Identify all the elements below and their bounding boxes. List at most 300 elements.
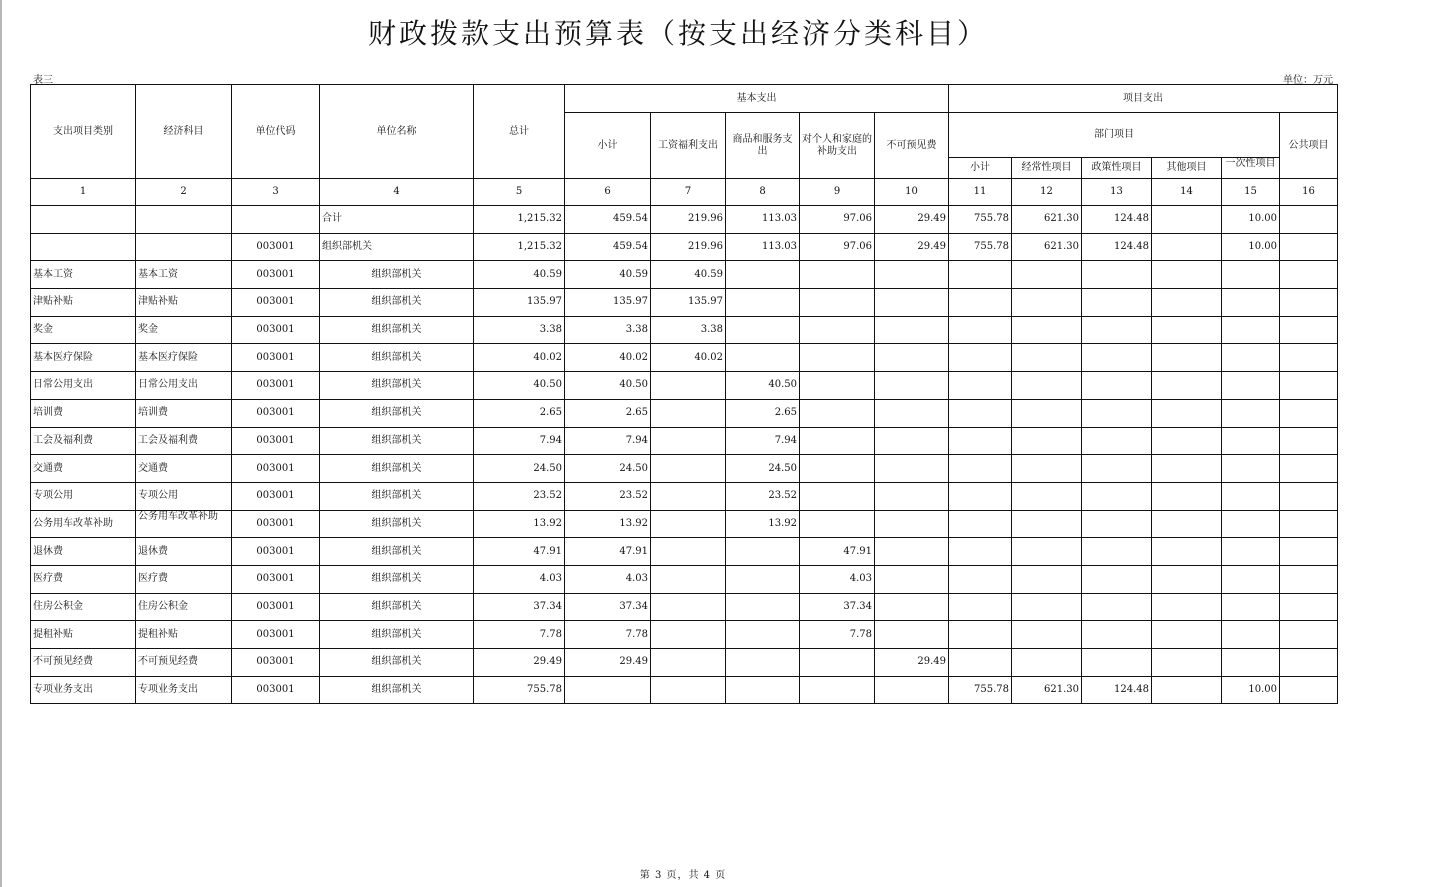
table-header bbox=[31, 85, 1338, 206]
table-cell bbox=[1152, 344, 1222, 372]
table-cell bbox=[1082, 565, 1152, 593]
table-cell: 3.38 bbox=[474, 316, 565, 344]
table-row bbox=[31, 482, 1338, 510]
header-dept-subtotal: 小计 bbox=[949, 158, 1012, 179]
table-cell bbox=[1280, 399, 1338, 427]
table-cell bbox=[1280, 676, 1338, 704]
page-number: 第 3 页，共 4 页 bbox=[639, 870, 727, 881]
table-cell bbox=[800, 399, 875, 427]
table-cell: 40.59 bbox=[565, 261, 651, 289]
table-cell bbox=[1082, 316, 1152, 344]
table-cell bbox=[726, 316, 800, 344]
table-cell: 基本工资 bbox=[136, 261, 232, 289]
table-cell bbox=[565, 676, 651, 704]
table-cell: 组织部机关 bbox=[320, 372, 474, 400]
table-cell bbox=[800, 289, 875, 317]
table-cell: 交通费 bbox=[31, 455, 136, 483]
table-cell: 津贴补贴 bbox=[136, 289, 232, 317]
table-cell: 003001 bbox=[232, 455, 320, 483]
table-cell: 不可预见经费 bbox=[31, 649, 136, 677]
table-cell bbox=[651, 676, 726, 704]
table-cell bbox=[949, 455, 1012, 483]
table-cell bbox=[1012, 482, 1082, 510]
table-cell: 621.30 bbox=[1012, 233, 1082, 261]
table-cell: 459.54 bbox=[565, 206, 651, 234]
header-dept-projects: 部门项目 bbox=[949, 113, 1280, 158]
table-cell: 003001 bbox=[232, 482, 320, 510]
table-cell bbox=[800, 261, 875, 289]
table-cell bbox=[800, 482, 875, 510]
table-cell bbox=[1152, 455, 1222, 483]
table-cell bbox=[1280, 206, 1338, 234]
table-row bbox=[31, 621, 1338, 649]
table-cell bbox=[1222, 261, 1280, 289]
table-cell: 退休费 bbox=[31, 538, 136, 566]
table-cell: 219.96 bbox=[651, 233, 726, 261]
table-cell: 7.78 bbox=[474, 621, 565, 649]
column-index-cell: 14 bbox=[1152, 179, 1222, 206]
table-cell bbox=[1082, 649, 1152, 677]
table-cell: 4.03 bbox=[565, 565, 651, 593]
table-cell: 专项公用 bbox=[31, 482, 136, 510]
table-cell bbox=[1222, 399, 1280, 427]
column-index-cell: 10 bbox=[875, 179, 949, 206]
table-cell bbox=[800, 455, 875, 483]
table-cell: 003001 bbox=[232, 399, 320, 427]
table-cell bbox=[1012, 455, 1082, 483]
table-cell: 10.00 bbox=[1222, 206, 1280, 234]
table-cell: 10.00 bbox=[1222, 676, 1280, 704]
table-body bbox=[31, 206, 1338, 704]
table-cell: 124.48 bbox=[1082, 233, 1152, 261]
table-cell bbox=[1152, 399, 1222, 427]
page-left-border bbox=[0, 0, 2, 887]
table-cell bbox=[1222, 344, 1280, 372]
column-index-cell: 1 bbox=[31, 179, 136, 206]
header-personal-subsidy: 对个人和家庭的补助支出 bbox=[800, 113, 875, 179]
table-row bbox=[31, 538, 1338, 566]
column-index-cell: 15 bbox=[1222, 179, 1280, 206]
table-cell: 755.78 bbox=[474, 676, 565, 704]
table-cell bbox=[800, 372, 875, 400]
table-cell bbox=[949, 316, 1012, 344]
table-cell bbox=[651, 510, 726, 538]
table-cell: 组织部机关 bbox=[320, 565, 474, 593]
table-cell bbox=[1082, 372, 1152, 400]
table-cell bbox=[949, 621, 1012, 649]
table-cell bbox=[1152, 676, 1222, 704]
table-cell: 40.02 bbox=[474, 344, 565, 372]
table-cell bbox=[1152, 316, 1222, 344]
table-cell bbox=[1012, 621, 1082, 649]
table-cell bbox=[949, 510, 1012, 538]
table-cell bbox=[1152, 289, 1222, 317]
table-cell bbox=[1082, 261, 1152, 289]
table-cell bbox=[949, 289, 1012, 317]
table-cell bbox=[1280, 427, 1338, 455]
table-cell bbox=[875, 482, 949, 510]
table-cell: 23.52 bbox=[565, 482, 651, 510]
table-cell bbox=[1280, 344, 1338, 372]
column-index-cell: 8 bbox=[726, 179, 800, 206]
table-cell bbox=[800, 427, 875, 455]
table-cell bbox=[726, 565, 800, 593]
table-cell bbox=[1012, 316, 1082, 344]
table-cell bbox=[1012, 289, 1082, 317]
table-cell: 组织部机关 bbox=[320, 289, 474, 317]
table-cell bbox=[1152, 482, 1222, 510]
table-cell bbox=[1222, 455, 1280, 483]
table-cell: 工会及福利费 bbox=[31, 427, 136, 455]
table-cell: 公务用车改革补助 bbox=[31, 510, 136, 538]
table-row bbox=[31, 565, 1338, 593]
table-cell bbox=[949, 372, 1012, 400]
table-cell: 29.49 bbox=[474, 649, 565, 677]
table-row bbox=[31, 289, 1338, 317]
table-cell bbox=[651, 538, 726, 566]
table-cell: 003001 bbox=[232, 621, 320, 649]
table-cell bbox=[1222, 621, 1280, 649]
table-cell: 40.02 bbox=[565, 344, 651, 372]
column-index-cell: 13 bbox=[1082, 179, 1152, 206]
table-cell bbox=[136, 233, 232, 261]
header-econ-subject: 经济科目 bbox=[136, 85, 232, 179]
header-basic-expenditure: 基本支出 bbox=[565, 85, 949, 113]
table-cell bbox=[1012, 510, 1082, 538]
table-cell: 23.52 bbox=[474, 482, 565, 510]
header-regular-projects: 经常性项目 bbox=[1012, 158, 1082, 179]
table-cell: 003001 bbox=[232, 261, 320, 289]
table-cell bbox=[651, 565, 726, 593]
table-cell bbox=[1222, 649, 1280, 677]
table-cell bbox=[949, 427, 1012, 455]
table-cell: 003001 bbox=[232, 427, 320, 455]
table-row bbox=[31, 233, 1338, 261]
table-cell: 组织部机关 bbox=[320, 427, 474, 455]
table-row bbox=[31, 344, 1338, 372]
table-cell bbox=[1082, 593, 1152, 621]
table-cell bbox=[651, 593, 726, 621]
table-cell bbox=[875, 261, 949, 289]
table-cell: 7.94 bbox=[474, 427, 565, 455]
table-cell bbox=[1280, 593, 1338, 621]
table-cell bbox=[1280, 455, 1338, 483]
table-cell bbox=[1012, 344, 1082, 372]
table-row bbox=[31, 261, 1338, 289]
table-cell bbox=[1280, 289, 1338, 317]
table-cell: 住房公积金 bbox=[136, 593, 232, 621]
table-cell: 奖金 bbox=[31, 316, 136, 344]
table-row bbox=[31, 455, 1338, 483]
table-cell bbox=[800, 344, 875, 372]
table-cell: 003001 bbox=[232, 649, 320, 677]
table-cell: 003001 bbox=[232, 565, 320, 593]
table-cell bbox=[1152, 510, 1222, 538]
table-cell: 医疗费 bbox=[31, 565, 136, 593]
header-public-projects: 公共项目 bbox=[1280, 113, 1338, 179]
table-cell: 4.03 bbox=[474, 565, 565, 593]
document-title: 财政拨款支出预算表（按支出经济分类科目） bbox=[367, 17, 988, 50]
table-cell bbox=[1222, 289, 1280, 317]
table-row bbox=[31, 316, 1338, 344]
table-cell bbox=[726, 289, 800, 317]
table-cell: 97.06 bbox=[800, 206, 875, 234]
table-cell: 组织部机关 bbox=[320, 233, 474, 261]
table-cell: 29.49 bbox=[875, 649, 949, 677]
table-cell bbox=[875, 372, 949, 400]
column-index-cell: 16 bbox=[1280, 179, 1338, 206]
table-cell: 13.92 bbox=[565, 510, 651, 538]
table-cell: 培训费 bbox=[136, 399, 232, 427]
table-number-label: 表三 bbox=[33, 75, 53, 86]
table-cell bbox=[1280, 482, 1338, 510]
table-cell bbox=[1222, 510, 1280, 538]
table-row bbox=[31, 593, 1338, 621]
table-cell bbox=[949, 538, 1012, 566]
table-cell: 1,215.32 bbox=[474, 206, 565, 234]
table-cell bbox=[1152, 372, 1222, 400]
table-cell: 专项业务支出 bbox=[31, 676, 136, 704]
table-row bbox=[31, 649, 1338, 677]
table-cell: 003001 bbox=[232, 316, 320, 344]
table-cell: 13.92 bbox=[726, 510, 800, 538]
table-cell: 专项业务支出 bbox=[136, 676, 232, 704]
table-cell bbox=[651, 621, 726, 649]
table-cell: 40.02 bbox=[651, 344, 726, 372]
table-cell bbox=[1280, 510, 1338, 538]
table-cell bbox=[949, 261, 1012, 289]
table-cell: 基本工资 bbox=[31, 261, 136, 289]
table-cell bbox=[726, 344, 800, 372]
table-cell: 40.50 bbox=[726, 372, 800, 400]
table-cell: 003001 bbox=[232, 233, 320, 261]
table-cell bbox=[1082, 289, 1152, 317]
header-salary-welfare: 工资福利支出 bbox=[651, 113, 726, 179]
header-policy-projects: 政策性项目 bbox=[1082, 158, 1152, 179]
table-cell: 交通费 bbox=[136, 455, 232, 483]
table-cell: 7.94 bbox=[565, 427, 651, 455]
table-cell: 755.78 bbox=[949, 206, 1012, 234]
table-cell bbox=[1152, 206, 1222, 234]
table-cell bbox=[1012, 649, 1082, 677]
table-cell bbox=[1082, 482, 1152, 510]
table-cell bbox=[1152, 261, 1222, 289]
table-cell bbox=[1280, 372, 1338, 400]
table-cell bbox=[1082, 621, 1152, 649]
table-cell: 47.91 bbox=[565, 538, 651, 566]
header-unit-name: 单位名称 bbox=[320, 85, 474, 179]
table-cell bbox=[1280, 261, 1338, 289]
table-cell: 基本医疗保险 bbox=[31, 344, 136, 372]
table-cell bbox=[651, 399, 726, 427]
table-cell bbox=[1012, 399, 1082, 427]
table-cell bbox=[1152, 538, 1222, 566]
table-cell: 29.49 bbox=[875, 206, 949, 234]
table-cell: 24.50 bbox=[726, 455, 800, 483]
table-cell bbox=[726, 593, 800, 621]
table-cell bbox=[136, 206, 232, 234]
column-index-cell: 5 bbox=[474, 179, 565, 206]
table-cell: 住房公积金 bbox=[31, 593, 136, 621]
column-index-cell: 9 bbox=[800, 179, 875, 206]
table-cell bbox=[875, 427, 949, 455]
table-cell: 津贴补贴 bbox=[31, 289, 136, 317]
table-cell: 135.97 bbox=[565, 289, 651, 317]
table-cell: 219.96 bbox=[651, 206, 726, 234]
table-cell: 003001 bbox=[232, 344, 320, 372]
table-cell: 37.34 bbox=[565, 593, 651, 621]
table-cell: 医疗费 bbox=[136, 565, 232, 593]
table-cell bbox=[1082, 399, 1152, 427]
table-cell bbox=[1222, 316, 1280, 344]
table-cell bbox=[1222, 565, 1280, 593]
table-cell: 29.49 bbox=[875, 233, 949, 261]
table-row bbox=[31, 510, 1338, 538]
table-cell: 37.34 bbox=[800, 593, 875, 621]
table-cell: 113.03 bbox=[726, 206, 800, 234]
table-row bbox=[31, 676, 1338, 704]
table-cell bbox=[1280, 565, 1338, 593]
table-cell bbox=[651, 427, 726, 455]
header-total: 总计 bbox=[474, 85, 565, 179]
budget-table bbox=[30, 84, 1338, 704]
header-onetime-projects: 一次性项目 bbox=[1222, 158, 1280, 179]
table-cell: 003001 bbox=[232, 510, 320, 538]
table-cell: 13.92 bbox=[474, 510, 565, 538]
table-cell: 组织部机关 bbox=[320, 455, 474, 483]
table-cell: 124.48 bbox=[1082, 206, 1152, 234]
column-index-cell: 6 bbox=[565, 179, 651, 206]
table-cell bbox=[1012, 538, 1082, 566]
table-cell bbox=[651, 482, 726, 510]
table-cell bbox=[949, 344, 1012, 372]
table-cell bbox=[1222, 427, 1280, 455]
table-cell bbox=[949, 649, 1012, 677]
table-cell bbox=[232, 206, 320, 234]
table-cell bbox=[1280, 649, 1338, 677]
table-cell bbox=[949, 399, 1012, 427]
table-row bbox=[31, 427, 1338, 455]
table-cell bbox=[1152, 565, 1222, 593]
column-index-cell: 3 bbox=[232, 179, 320, 206]
table-cell bbox=[1082, 455, 1152, 483]
column-index-cell: 12 bbox=[1012, 179, 1082, 206]
table-cell bbox=[726, 538, 800, 566]
table-row bbox=[31, 399, 1338, 427]
table-cell bbox=[726, 649, 800, 677]
table-cell bbox=[875, 593, 949, 621]
table-cell bbox=[31, 206, 136, 234]
table-cell: 2.65 bbox=[565, 399, 651, 427]
table-cell bbox=[949, 482, 1012, 510]
table-cell: 7.94 bbox=[726, 427, 800, 455]
table-cell: 459.54 bbox=[565, 233, 651, 261]
table-cell: 47.91 bbox=[474, 538, 565, 566]
table-cell: 003001 bbox=[232, 289, 320, 317]
table-row bbox=[31, 206, 1338, 234]
header-category: 支出项目类别 bbox=[31, 85, 136, 179]
table-cell: 7.78 bbox=[565, 621, 651, 649]
header-unit-code: 单位代码 bbox=[232, 85, 320, 179]
table-cell: 提租补贴 bbox=[136, 621, 232, 649]
table-cell bbox=[875, 399, 949, 427]
table-cell bbox=[875, 621, 949, 649]
table-cell bbox=[1082, 510, 1152, 538]
table-cell bbox=[1152, 593, 1222, 621]
header-basic-subtotal: 小计 bbox=[565, 113, 651, 179]
table-cell: 003001 bbox=[232, 676, 320, 704]
table-cell bbox=[949, 593, 1012, 621]
table-cell: 003001 bbox=[232, 593, 320, 621]
table-cell bbox=[1222, 482, 1280, 510]
table-cell: 组织部机关 bbox=[320, 676, 474, 704]
table-cell: 40.50 bbox=[474, 372, 565, 400]
table-cell: 提租补贴 bbox=[31, 621, 136, 649]
table-cell: 621.30 bbox=[1012, 676, 1082, 704]
table-cell: 755.78 bbox=[949, 233, 1012, 261]
table-cell: 24.50 bbox=[565, 455, 651, 483]
table-cell bbox=[726, 261, 800, 289]
table-cell: 135.97 bbox=[474, 289, 565, 317]
table-cell: 奖金 bbox=[136, 316, 232, 344]
table-cell: 10.00 bbox=[1222, 233, 1280, 261]
table-cell bbox=[1280, 233, 1338, 261]
table-cell bbox=[1152, 427, 1222, 455]
table-cell: 23.52 bbox=[726, 482, 800, 510]
table-cell bbox=[1152, 621, 1222, 649]
table-cell bbox=[1280, 621, 1338, 649]
table-cell: 40.59 bbox=[651, 261, 726, 289]
table-cell bbox=[800, 510, 875, 538]
table-cell: 40.50 bbox=[565, 372, 651, 400]
table-cell: 不可预见经费 bbox=[136, 649, 232, 677]
table-cell bbox=[1082, 344, 1152, 372]
column-index-cell: 7 bbox=[651, 179, 726, 206]
table-cell bbox=[1012, 427, 1082, 455]
header-goods-services: 商品和服务支出 bbox=[726, 113, 800, 179]
header-project-expenditure: 项目支出 bbox=[949, 85, 1338, 113]
column-index-cell: 11 bbox=[949, 179, 1012, 206]
table-cell bbox=[800, 316, 875, 344]
table-cell bbox=[726, 621, 800, 649]
table-cell: 组织部机关 bbox=[320, 538, 474, 566]
table-cell bbox=[875, 455, 949, 483]
header-unforeseen: 不可预见费 bbox=[875, 113, 949, 179]
table-cell bbox=[1012, 261, 1082, 289]
table-cell: 组织部机关 bbox=[320, 482, 474, 510]
table-cell bbox=[949, 565, 1012, 593]
table-cell: 2.65 bbox=[474, 399, 565, 427]
table-cell bbox=[1280, 316, 1338, 344]
table-cell: 1,215.32 bbox=[474, 233, 565, 261]
table-cell: 公务用车改革补助 bbox=[136, 510, 232, 538]
table-cell: 3.38 bbox=[565, 316, 651, 344]
table-cell bbox=[1012, 565, 1082, 593]
table-cell: 基本医疗保险 bbox=[136, 344, 232, 372]
table-cell: 113.03 bbox=[726, 233, 800, 261]
table-cell: 专项公用 bbox=[136, 482, 232, 510]
table-cell bbox=[875, 565, 949, 593]
table-cell: 7.78 bbox=[800, 621, 875, 649]
table-cell bbox=[1152, 649, 1222, 677]
table-cell: 135.97 bbox=[651, 289, 726, 317]
table-cell: 2.65 bbox=[726, 399, 800, 427]
table-cell: 124.48 bbox=[1082, 676, 1152, 704]
table-cell: 621.30 bbox=[1012, 206, 1082, 234]
table-cell: 755.78 bbox=[949, 676, 1012, 704]
table-cell: 003001 bbox=[232, 372, 320, 400]
table-cell: 组织部机关 bbox=[320, 344, 474, 372]
